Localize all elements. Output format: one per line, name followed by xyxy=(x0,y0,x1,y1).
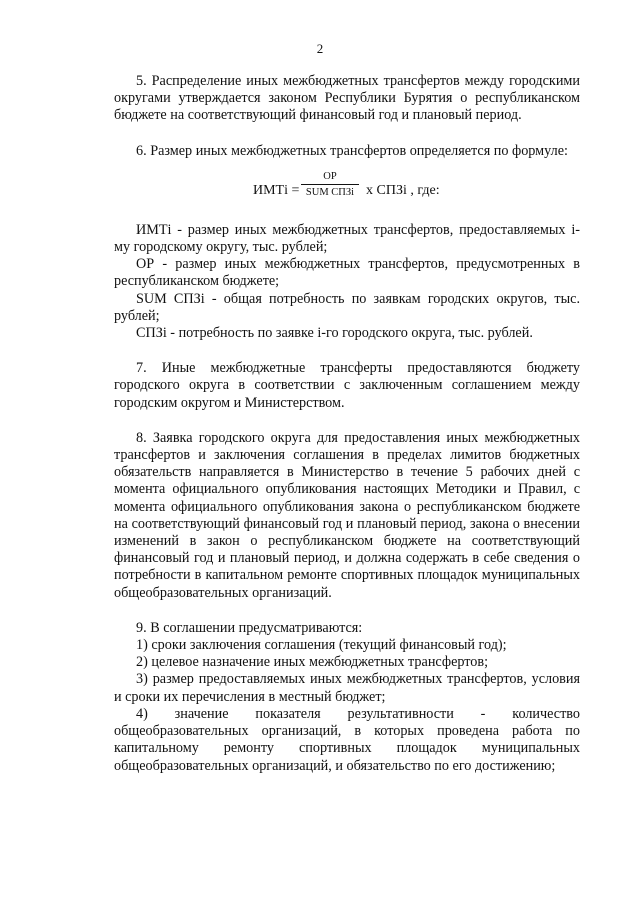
document-body xyxy=(114,73,580,775)
definition-imti: ИМТi - размер иных межбюджетных трансфертов, предоставляемых i-му городскому округу, тыс. рублей; xyxy=(114,221,580,256)
definition-or: ОР - размер иных межбюджетных трансфертов, предусмотренных в республиканском бюджете; xyxy=(114,256,580,290)
formula-lhs: ИМТi = xyxy=(253,182,300,198)
formula-rhs: x СПЗi , где: xyxy=(366,182,440,198)
formula-fraction xyxy=(301,170,359,199)
paragraph-8: 8. Заявка городского округа для предоставления иных межбюджетных трансфертов и заключения соглашения в пределах лимитов бюджетных обязательств направляется в Министерство в течение 5 рабочих дней с момента официального опубликования настоящих Методики и Правил, с момента официального опубликования закона о республиканском бюджете на соответствующий финансовый год и плановый период, закона о внесении изменений в закон о республиканском бюджете на соответствующий финансовый год и плановый период, и должна содержать в себе сведения о потребности в капитальном ремонте спортивных площадок муниципальных общеобразовательных организаций. xyxy=(114,429,580,601)
page-number: 2 xyxy=(316,41,324,56)
list-item: 4) значение показателя результативности - количество общеобразовательных организаций, в которых проведена работа по капитальному ремонту спортивных площадок муниципальных общеобразовательных организаций, и обязательство по его достижению; xyxy=(114,705,580,774)
list-item: 3) размер предоставляемых иных межбюджетных трансфертов, условия и сроки их перечисления в местный бюджет; xyxy=(114,671,580,705)
formula-numerator: ОР xyxy=(301,170,359,185)
definition-sum-spzi: SUM СПЗi - общая потребность по заявкам городских округов, тыс. рублей; xyxy=(114,290,580,324)
definition-spzi: СПЗi - потребность по заявке i-го городского округа, тыс. рублей. xyxy=(136,325,533,342)
formula xyxy=(114,170,580,210)
list-item: 2) целевое назначение иных межбюджетных трансфертов; xyxy=(136,654,489,671)
paragraph-6: 6. Размер иных межбюджетных трансфертов определяется по формуле: xyxy=(136,142,568,159)
list-item: 1) сроки заключения соглашения (текущий финансовый год); xyxy=(136,637,507,654)
formula-denominator: SUM СПЗi xyxy=(305,186,355,198)
paragraph-5: 5. Распределение иных межбюджетных трансфертов между городскими округами утверждается законом Республики Бурятия о республиканском бюджете на соответствующий финансовый год и плановый период. xyxy=(114,73,580,124)
paragraph-9: 9. В соглашении предусматриваются: xyxy=(136,619,363,636)
paragraph-7: 7. Иные межбюджетные трансферты предоставляются бюджету городского округа в соответствии с заключенным соглашением между городским округом и Министерством. xyxy=(114,360,580,411)
